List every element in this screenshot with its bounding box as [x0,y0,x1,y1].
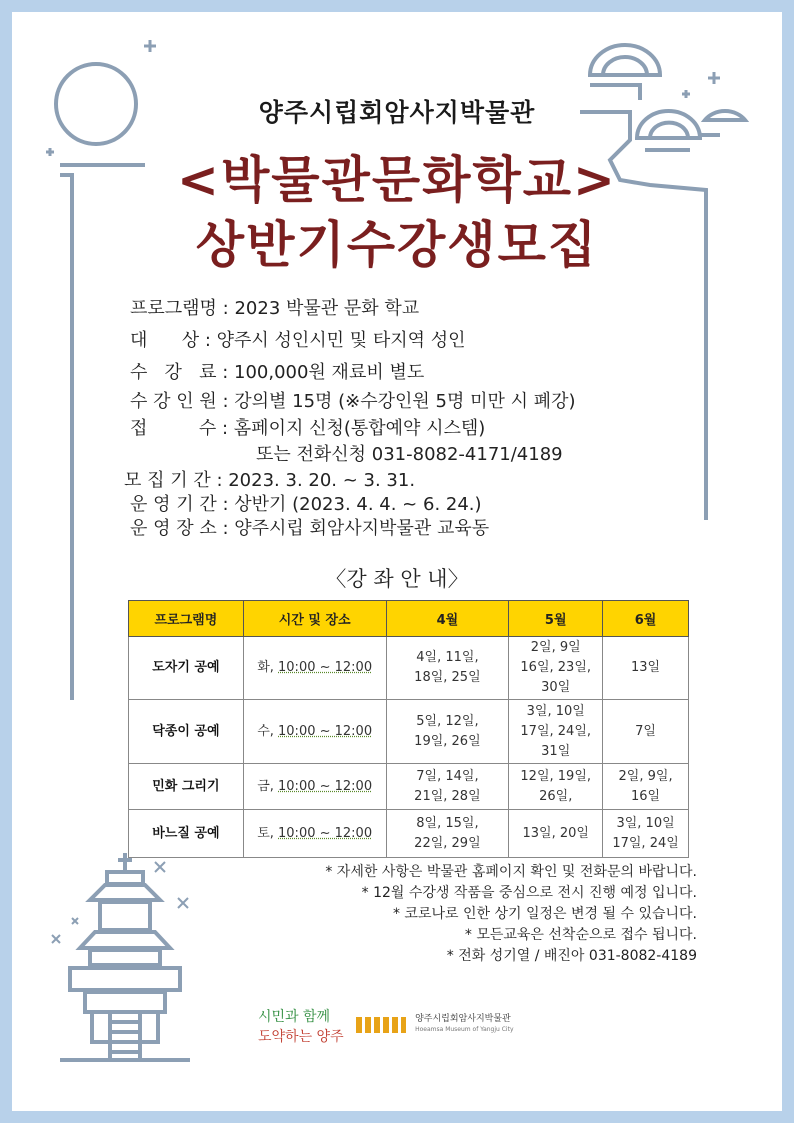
june-dates: 2일, 9일, 16일 [603,764,689,810]
note-item: * 자세한 사항은 박물관 홈페이지 확인 및 전화문의 바랍니다. [325,864,697,880]
info-row: 운 영 기 간 : 상반기 (2023. 4. 4. ~ 6. 24.) [130,494,482,515]
table-header-row [129,601,689,637]
info-row: 접 수 : 홈페이지 신청(통합예약 시스템) [130,418,486,439]
time-cell: 수, 10:00 ~ 12:00 [243,700,386,764]
schedule-table [128,600,689,858]
table-row [129,810,689,858]
june-dates: 13일 [603,637,689,700]
column-header: 프로그램명 [129,601,244,637]
april-dates: 5일, 12일, 19일, 26일 [386,700,509,764]
info-row: 대 상 : 양주시 성인시민 및 타지역 성인 [130,330,466,351]
city-slogan-logo: 시민과 함께 도약하는 양주 [258,1009,344,1045]
june-dates: 3일, 10일 17일, 24일 [603,810,689,858]
program-name: 민화 그리기 [129,764,244,810]
may-dates: 2일, 9일 16일, 23일, 30일 [509,637,603,700]
column-header: 5월 [509,601,603,637]
april-dates: 7일, 14일, 21일, 28일 [386,764,509,810]
info-row: 프로그램명 : 2023 박물관 문화 학교 [130,298,420,319]
info-row: 수 강 인 원 : 강의별 15명 (※수강인원 5명 미만 시 폐강) [130,391,576,412]
april-dates: 4일, 11일, 18일, 25일 [386,637,509,700]
column-header: 시간 및 장소 [243,601,386,637]
table-row [129,764,689,810]
section-title: 〈강 좌 안 내〉 [325,567,469,591]
info-row: 모 집 기 간 : 2023. 3. 20. ~ 3. 31. [124,470,416,491]
note-item: * 전화 성기열 / 배진아 031-8082-4189 [446,948,697,964]
info-row: 수 강 료 : 100,000원 재료비 별도 [130,362,425,383]
program-name: 닥종이 공예 [129,700,244,764]
program-name: 도자기 공예 [129,637,244,700]
april-dates: 8일, 15일, 22일, 29일 [386,810,509,858]
notes-list [325,862,697,967]
museum-logo-mark [356,1017,406,1033]
table-row [129,700,689,764]
time-cell: 화, 10:00 ~ 12:00 [243,637,386,700]
note-item: * 12월 수강생 작품을 중심으로 전시 진행 예정 입니다. [361,885,697,901]
note-item: * 모든교육은 선착순으로 접수 됩니다. [464,927,697,943]
column-header: 4월 [386,601,509,637]
may-dates: 13일, 20일 [509,810,603,858]
program-name: 바느질 공예 [129,810,244,858]
time-cell: 금, 10:00 ~ 12:00 [243,764,386,810]
info-row: 또는 전화신청 031-8082-4171/4189 [256,444,563,465]
note-item: * 코로나로 인한 상기 일정은 변경 될 수 있습니다. [392,906,697,922]
pagoda-illustration [60,853,190,1060]
info-row: 운 영 장 소 : 양주시립 회암사지박물관 교육동 [130,518,490,539]
page-subtitle: 상반기수강생모집 [195,216,599,274]
june-dates: 7일 [603,700,689,764]
page-title: <박물관문화학교> [177,151,617,209]
museum-logo: 양주시립회암사지박물관 Hoeamsa Museum of Yangju City [356,1014,514,1035]
table-row [129,637,689,700]
column-header: 6월 [603,601,689,637]
time-cell: 토, 10:00 ~ 12:00 [243,810,386,858]
may-dates: 12일, 19일, 26일, [509,764,603,810]
may-dates: 3일, 10일 17일, 24일, 31일 [509,700,603,764]
organization-name: 양주시립회암사지박물관 [258,98,536,127]
